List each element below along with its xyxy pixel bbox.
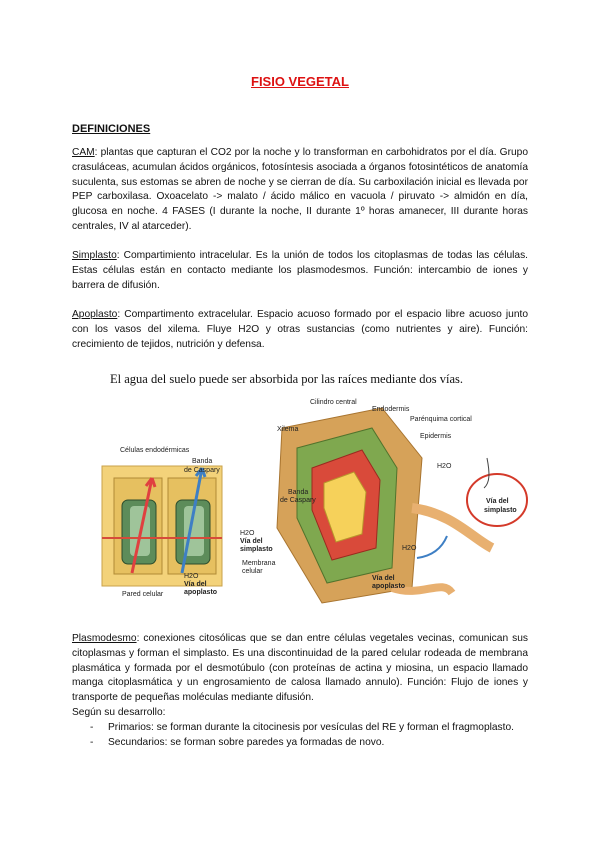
label-via-simplasto-2a: Vía del — [240, 538, 263, 545]
root-diagram — [92, 388, 532, 620]
label-via-apoplasto-1a: Vía del — [184, 581, 207, 588]
root-cross-section-illustration — [277, 408, 527, 603]
definition-plasmodesmo: : conexiones citosólicas que se dan entre células vegetales vecinas, comunican sus citoplasmas y forman el simplasto. Es una discontinuidad de la pared celular rodeada de membrana plasmática y formada por el desmotúbulo (con proteínas de actina y miosina, un espacio llamado manga citoplasmática y un engrosamiento de calosa llamado annulo). Función: Flujo de iones y transporte de pequeñas moléculas mediante difusión. — [72, 633, 528, 704]
label-cilindro: Cilindro central — [310, 399, 357, 406]
label-via-apoplasto-2b: apoplasto — [372, 583, 406, 590]
definition-apoplasto: : Compartimento extracelular. Espacio acuoso formado por el espacio libre acuoso junto con los vasos del xilema. Fluye H2O y otras sustancias (como nutrientes y aire). Función: crecimiento de tejidos, nutrición y defensa. — [72, 309, 528, 350]
label-banda-1a: Banda — [192, 458, 213, 465]
definition-cam: : plantas que capturan el CO2 por la noche y lo transforman en carbohidratos por el día. Grupo crasuláceas, acumulan ácidos orgánicos, fotosíntesis asociada a órganos fotosintéticos de anatomía suculenta, sus estomas se abren de noche y se cierran de día. Su carboxilación inicial es llevada por PEP carboxilasa. Oxoacelato -> malato / ácido málico en vacuola / piruvato -> almidón en día, glucosa en noche. 4 FASES (I durante la noche, II durante 1º horas amanecer, III durante horas centrales, IV al atarceder). — [72, 147, 528, 232]
list-bullet: - — [90, 736, 94, 748]
label-via-apoplasto-2a: Vía del — [372, 575, 395, 582]
list-bullet: - — [90, 721, 94, 733]
paragraph-cam — [72, 146, 528, 235]
label-banda-2a: Banda — [288, 489, 309, 496]
label-celulas-endodermicas: Células endodérmicas — [120, 447, 190, 454]
label-via-simplasto-2b: simplasto — [240, 546, 273, 553]
label-banda-1b: de Caspary — [184, 467, 220, 474]
paragraph-simplasto — [72, 249, 528, 293]
label-via-simplasto-1a: Vía del — [486, 498, 509, 505]
page-title: FISIO VEGETAL — [251, 74, 349, 89]
label-pared-celular: Pared celular — [122, 591, 164, 598]
label-h2o-3: H2O — [184, 573, 199, 580]
label-via-apoplasto-1b: apoplasto — [184, 589, 218, 596]
definition-simplasto: : Compartimiento intracelular. Es la unión de todos los citoplasmas de todas las células. Estas células están en contacto mediante los plasmodesmos. Función: intercambio de iones y barrera de difusión. — [72, 250, 528, 291]
label-via-simplasto-1b: simplasto — [484, 507, 517, 514]
term-plasmodesmo: Plasmodesmo — [72, 633, 137, 644]
development-list — [72, 706, 528, 750]
term-apoplasto: Apoplasto — [72, 309, 118, 320]
term-cam: CAM — [72, 147, 95, 158]
endodermal-cells-illustration — [102, 466, 222, 586]
paragraph-apoplasto — [72, 308, 528, 352]
paragraph-plasmodesmo — [72, 632, 528, 706]
label-endodermis: Endodermis — [372, 406, 410, 413]
label-h2o-1: H2O — [437, 463, 452, 470]
root-water-figure — [92, 372, 532, 620]
label-membrana-a: Membrana — [242, 560, 276, 567]
label-banda-2b: de Caspary — [280, 497, 316, 504]
list-item-secundarios — [72, 736, 528, 751]
term-simplasto: Simplasto — [72, 250, 117, 261]
label-xilema: Xilema — [277, 426, 299, 433]
list-item-text: Secundarios: se forman sobre paredes ya formadas de novo. — [108, 736, 385, 748]
label-membrana-b: celular — [242, 568, 263, 575]
list-item-primarios — [72, 721, 528, 736]
label-parenquima: Parénquima cortical — [410, 416, 472, 423]
label-h2o-2: H2O — [240, 530, 255, 537]
section-title: DEFINICIONES — [72, 123, 151, 135]
figure-caption: El agua del suelo puede ser absorbida por las raíces mediante dos vías. — [110, 372, 464, 386]
label-epidermis: Epidermis — [420, 433, 452, 440]
label-h2o-4: H2O — [402, 545, 417, 552]
list-intro: Según su desarrollo: — [72, 707, 166, 718]
list-item-text: Primarios: se forman durante la citocinesis por vesículas del RE y forman el fragmoplasto. — [108, 721, 514, 733]
